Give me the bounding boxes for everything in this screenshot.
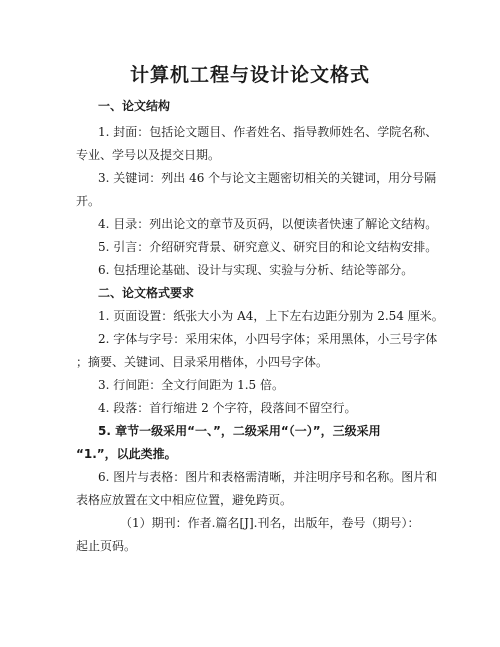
paragraph-line: 专业、学号以及提交日期。 — [76, 148, 221, 162]
paragraph-line: 4. 段落：首行缩进 2 个字符，段落间不留空行。 — [98, 401, 357, 415]
paragraph-line: 1. 封面：包括论文题目、作者姓名、指导教师姓名、学院名称、 — [98, 125, 438, 139]
paragraph-line: 1. 页面设置：纸张大小为 A4，上下左右边距分别为 2.54 厘米。 — [98, 309, 444, 323]
paragraph-line: （1）期刊：作者.篇名[J].刊名，出版年，卷号（期号）： — [120, 516, 420, 530]
section-heading-format: 二、论文格式要求 — [98, 286, 195, 300]
paragraph-line: 6. 图片与表格：图片和表格需清晰，并注明序号和名称。图片和 — [98, 470, 438, 484]
page-title: 计算机工程与设计论文格式 — [129, 64, 370, 86]
paragraph-line: 5. 引言：介绍研究背景、研究意义、研究目的和论文结构安排。 — [98, 240, 438, 254]
paragraph-line: 6. 包括理论基础、设计与实现、实验与分析、结论等部分。 — [98, 263, 414, 277]
paragraph-line: 4. 目录：列出论文的章节及页码，以便读者快速了解论文结构。 — [98, 217, 438, 231]
paragraph-line: ；摘要、关键词、目录采用楷体，小四号字体。 — [76, 355, 329, 369]
paragraph-line: 3. 行间距：全文行间距为 1.5 倍。 — [98, 378, 284, 392]
paragraph-line: 3. 关键词：列出 46 个与论文主题密切相关的关键词，用分号隔 — [98, 171, 437, 185]
paragraph-line: 起止页码。 — [76, 539, 137, 553]
paragraph-line-bold: 5. 章节一级采用“一、”，二级采用“（一）”，三级采用 — [98, 424, 381, 438]
paragraph-line-bold: “1.”，以此类推。 — [76, 447, 177, 461]
paragraph-line: 2. 字体与字号：采用宋体，小四号字体；采用黑体，小三号字体 — [98, 332, 438, 346]
section-heading-structure: 一、论文结构 — [98, 99, 171, 113]
paragraph-line: 表格应放置在文中相应位置，避免跨页。 — [76, 493, 293, 507]
paragraph-line: 开。 — [76, 194, 101, 208]
